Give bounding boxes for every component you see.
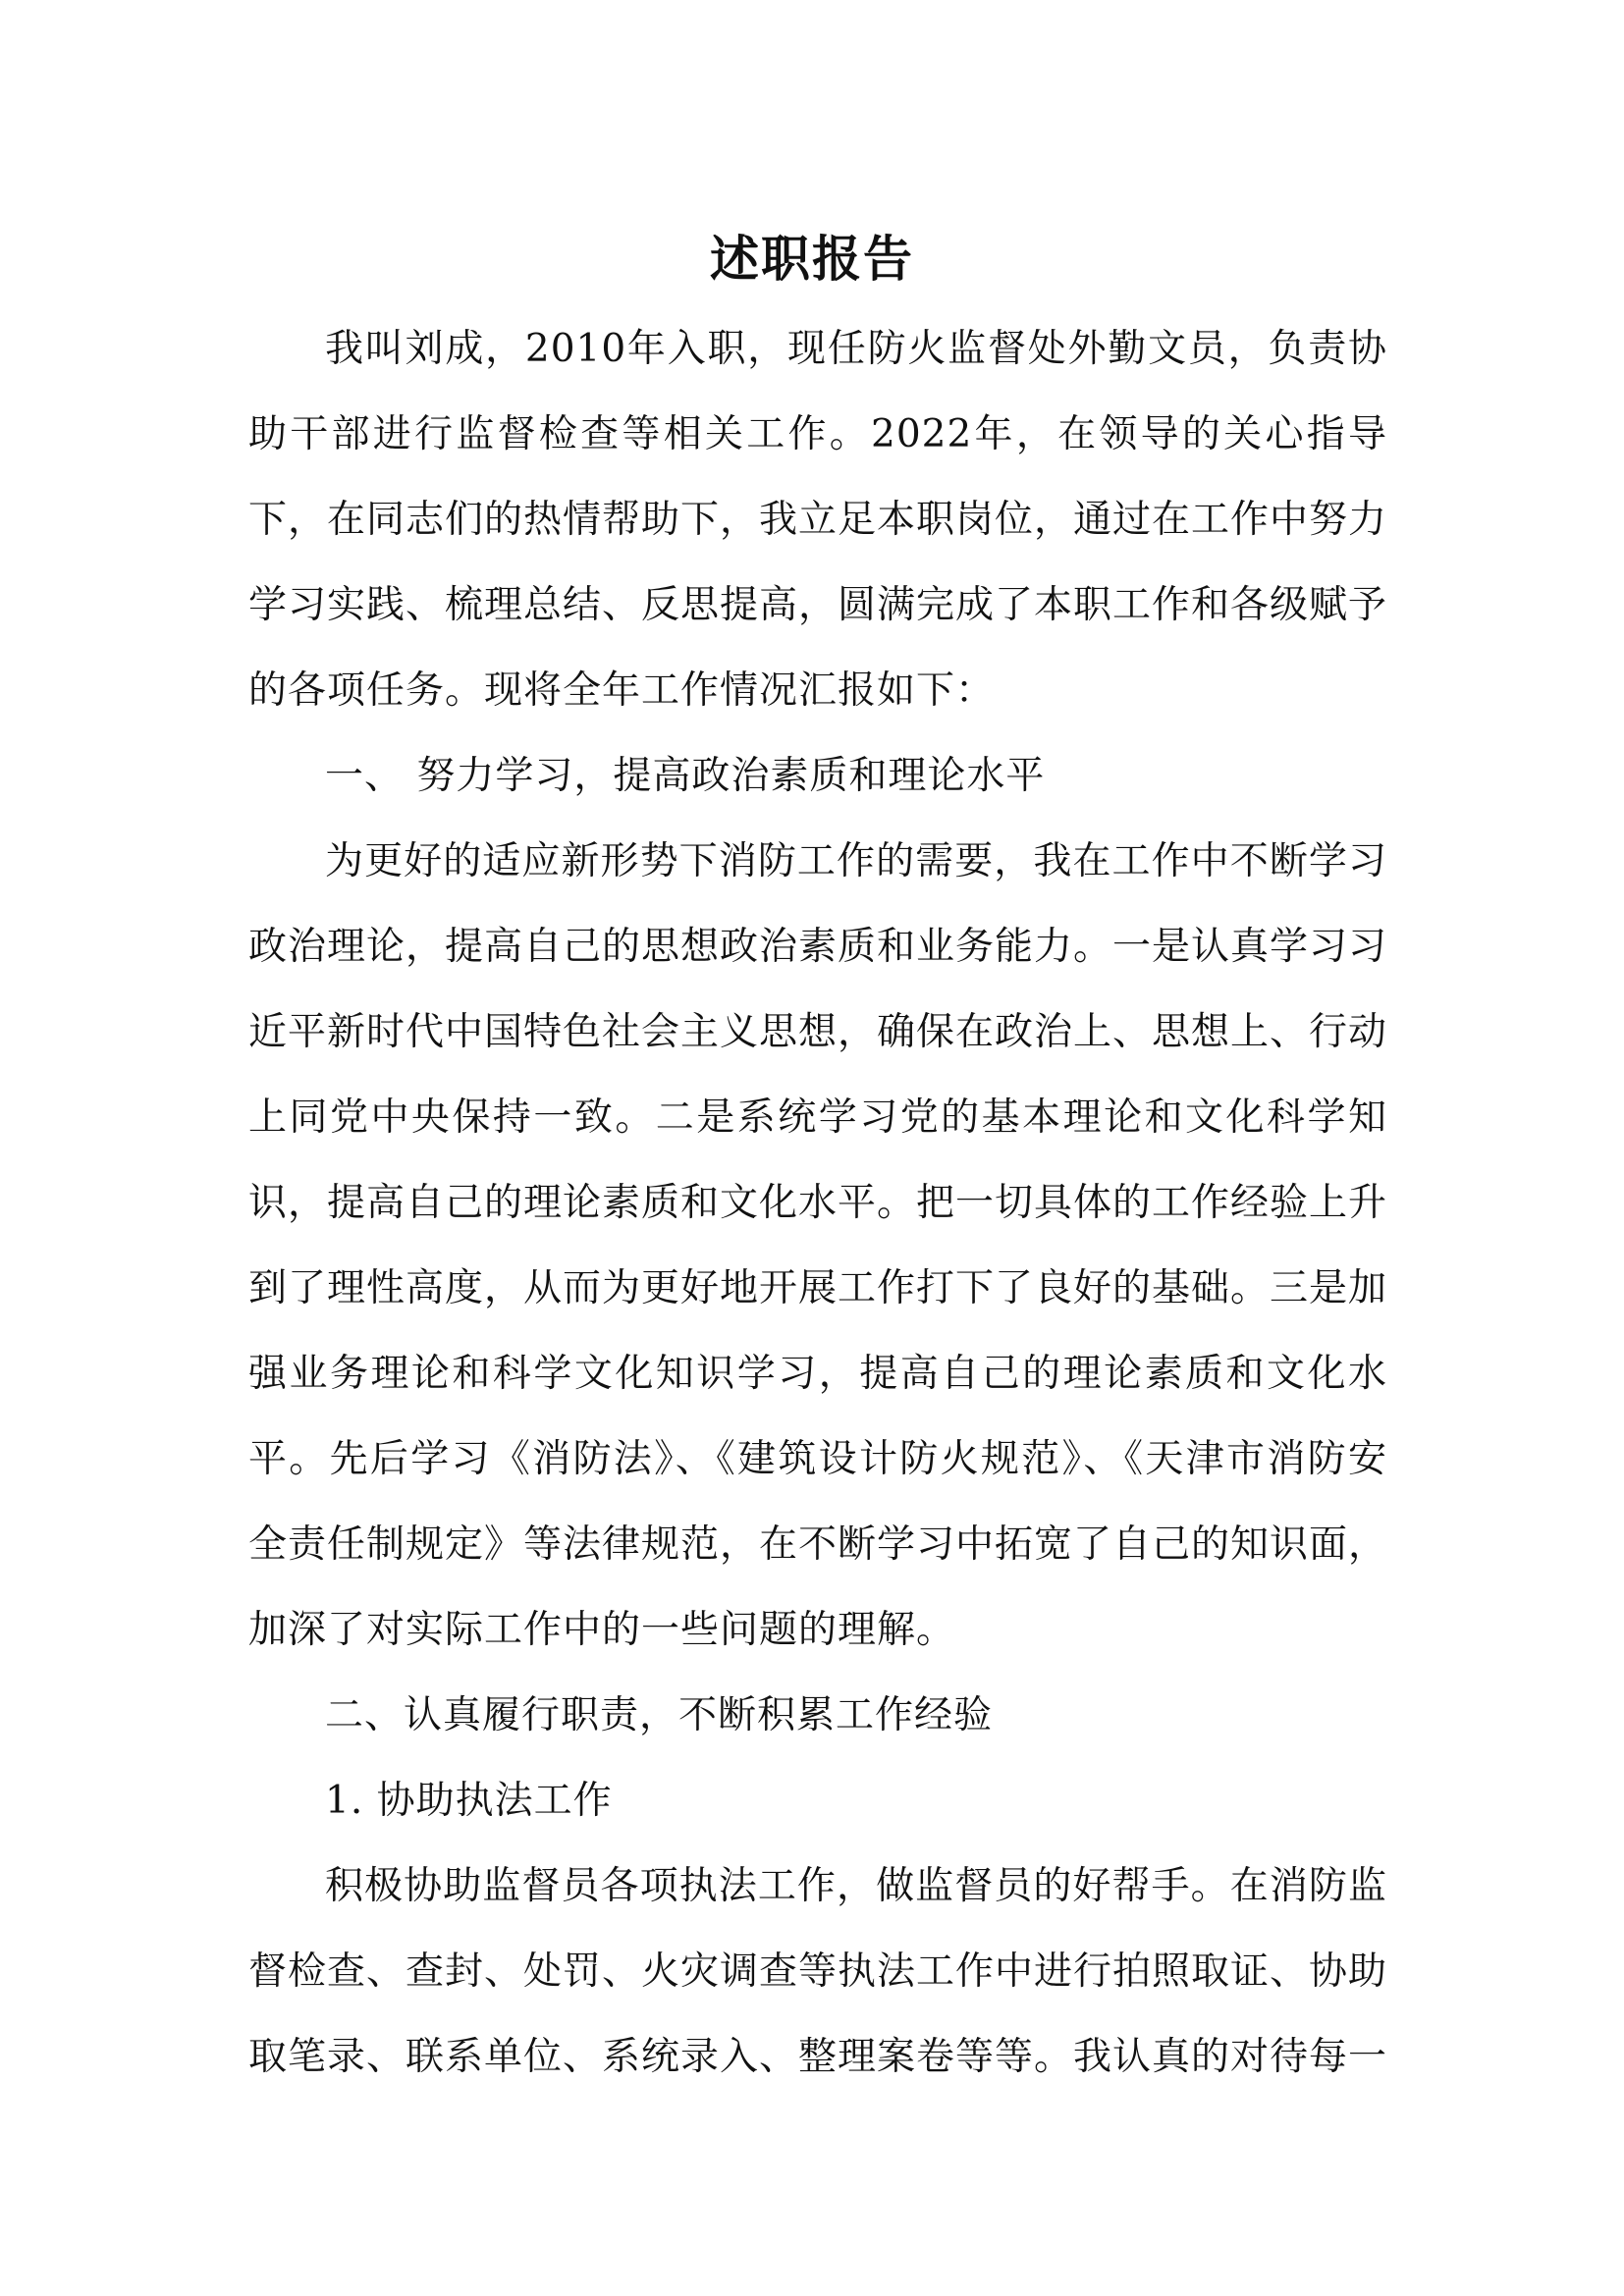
document-title: 述职报告 [710,231,914,288]
section-heading-2: 二、认真履行职责，不断积累工作经验 [325,1693,994,1737]
subsection-heading-1: 1. 协助执法工作 [325,1779,613,1823]
paragraph-study: 为更好的适应新形势下消防工作的需要，我在工作中不断学习政治理论，提高自己的思想政治素质和业务能力。一是认真学习习近平新时代中国特色社会主义思想，确保在政治上、思想上、行动上同党中央保持一致。二是系统学习党的基本理论和文化科学知识，提高自己的理论素质和文化水平。把一切具体的工作经验上升到了理性高度，从而为更好地开展工作打下了良好的基础。三是加强业务理论和科学文化知识学习，提高自己的理论素质和文化水平。先后学习《消防法》、《建筑设计防火规范》、《天津市消防安全责任制规定》等法律规范，在不断学习中拓宽了自己的知识面，加深了对实际工作中的一些问题的理解。 [248,839,1388,1652]
section-heading-1: 一、 努力学习，提高政治素质和理论水平 [325,754,1046,798]
paragraph-enforcement: 积极协助监督员各项执法工作，做监督员的好帮手。在消防监督检查、查封、处罚、火灾调查等执法工作中进行拍照取证、协助取笔录、联系单位、系统录入、整理案卷等等。我认真的对待每一 [248,1864,1388,2079]
paragraph-intro: 我叫刘成，2010年入职，现任防火监督处外勤文员，负责协助干部进行监督检查等相关工作。2022年，在领导的关心指导下，在同志们的热情帮助下，我立足本职岗位，通过在工作中努力学习实践、梳理总结、反思提高，圆满完成了本职工作和各级赋予的各项任务。现将全年工作情况汇报如下： [248,327,1388,713]
document-body [248,306,1387,2100]
